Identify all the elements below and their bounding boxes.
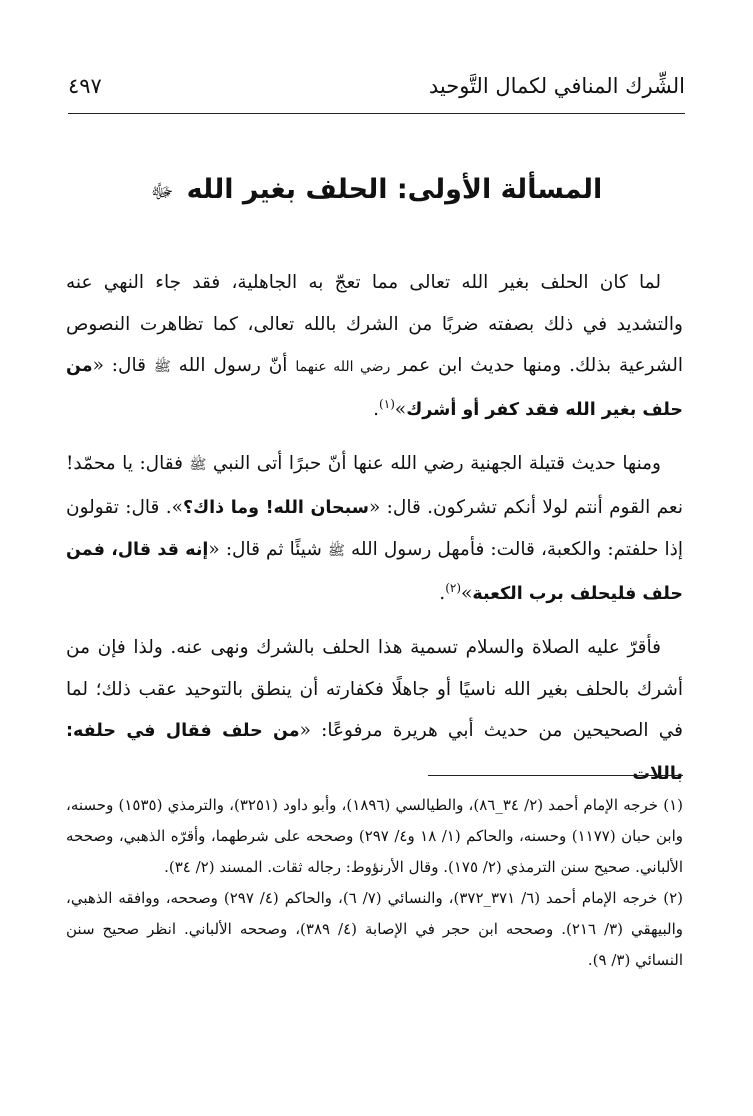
footnote-1: (١) خرجه الإمام أحمد (٢/ ٣٤_٨٦)، والطيالسي (١٨٩٦)، وأبو داود (٣٢٥١)، والترمذي (١٥٣٥) وحسنه، وابن حبان (١١٧٧) وحسنه، والحاكم (١/ ١٨ و٤/ ٢٩٧) وصححه على شرطهما، وأقرّه الذهبي، وصححه الألباني. صحيح سنن الترمذي (٢/ ١٧٥). وقال الأرنؤوط: رجاله ثقات. المسند (٢/ ٣٤). bbox=[66, 796, 683, 876]
p3-text-1: فأقرّ عليه الصلاة والسلام تسمية هذا الحلف بالشرك ونهى عنه. ولذا فإن من أشرك بالحلف بغير الله ناسيًا أو جاهلًا فكفارته أن ينطق بالتوحيد عقب ذلك؛ لما في الصحيحين من حديث أبي هريرة مرفوعًا: « bbox=[66, 637, 683, 741]
footnotes bbox=[66, 790, 683, 976]
page-header bbox=[68, 70, 685, 110]
p2-text-3: ». قال: تقولون إذا حلفتم: والكعبة، قالت: فأمهل رسول الله bbox=[66, 496, 683, 560]
honorific-glyph: ﷺ bbox=[327, 543, 345, 559]
p2-text-6: . bbox=[439, 582, 446, 604]
footnote-ref-1: (١) bbox=[379, 396, 395, 411]
p1-text-3: قال: « bbox=[92, 355, 154, 376]
section-title bbox=[60, 174, 693, 208]
hadith-quote: إنه قد قال، فمن حلف فليحلف برب الكعبة bbox=[66, 540, 683, 604]
footnote-ref-2: (٢) bbox=[445, 580, 462, 595]
header-rule bbox=[68, 113, 685, 114]
section-title-text: المسألة الأولى: الحلف بغير الله bbox=[186, 174, 603, 205]
running-title: الشِّرك المنافي لكمال التَّوحيد bbox=[428, 74, 685, 98]
p2-text-5: » bbox=[461, 582, 473, 604]
paragraph-1 bbox=[66, 262, 683, 431]
hadith-quote: سبحان الله! وما ذاك؟ bbox=[182, 497, 369, 518]
honorific-glyph: ﷺ bbox=[153, 359, 171, 375]
p1-text-4: » bbox=[394, 398, 407, 420]
honorific-glyph: ﷺ bbox=[189, 457, 207, 473]
paragraph-2 bbox=[66, 443, 683, 615]
honorific-glyph: رضي الله عنهما bbox=[295, 359, 391, 375]
hadith-quote: من حلف بغير الله فقد كفر أو أشرك bbox=[66, 356, 683, 420]
p2-text-1: ومنها حديث قتيلة الجهنية رضي الله عنها أنّ حبرًا أتى النبي bbox=[206, 453, 661, 474]
p1-text-2: أنّ رسول الله bbox=[170, 355, 296, 376]
paragraph-3 bbox=[66, 627, 683, 795]
page-number: ٤٩٧ bbox=[68, 74, 102, 98]
footnote-2: (٢) خرجه الإمام أحمد (٦/ ٣٧١_٣٧٢)، والنسائي (٧/ ٦)، والحاكم (٤/ ٢٩٧) وصححه، ووافقه الذهبي، والبيهقي (٣/ ٢١٦). وصححه ابن حجر في الإصابة (٤/ ٣٨٩)، وصححه الألباني. انظر صحيح سنن النسائي (٣/ ٩). bbox=[66, 889, 684, 969]
p2-text-4: شيئًا ثم قال: « bbox=[208, 539, 328, 560]
p1-text-5: . bbox=[373, 398, 380, 420]
honorific-glyph: ﷻ bbox=[150, 179, 174, 203]
hadith-quote: من حلف فقال في حلفه: باللات bbox=[66, 721, 683, 784]
body-text bbox=[66, 262, 683, 807]
footnote-rule bbox=[428, 775, 683, 776]
p2-text-2: فقال: يا محمّد! نعم القوم أنتم لولا أنكم تشركون. قال: « bbox=[66, 453, 684, 518]
p1-text-1: لما كان الحلف بغير الله تعالى مما تعجّ به الجاهلية، فقد جاء النهي عنه والتشديد في ذلك بصفته ضربًا من الشرك بالله تعالى، كما تظاهرت النصوص الشرعية بذلك. ومنها حديث ابن عمر bbox=[66, 272, 683, 376]
